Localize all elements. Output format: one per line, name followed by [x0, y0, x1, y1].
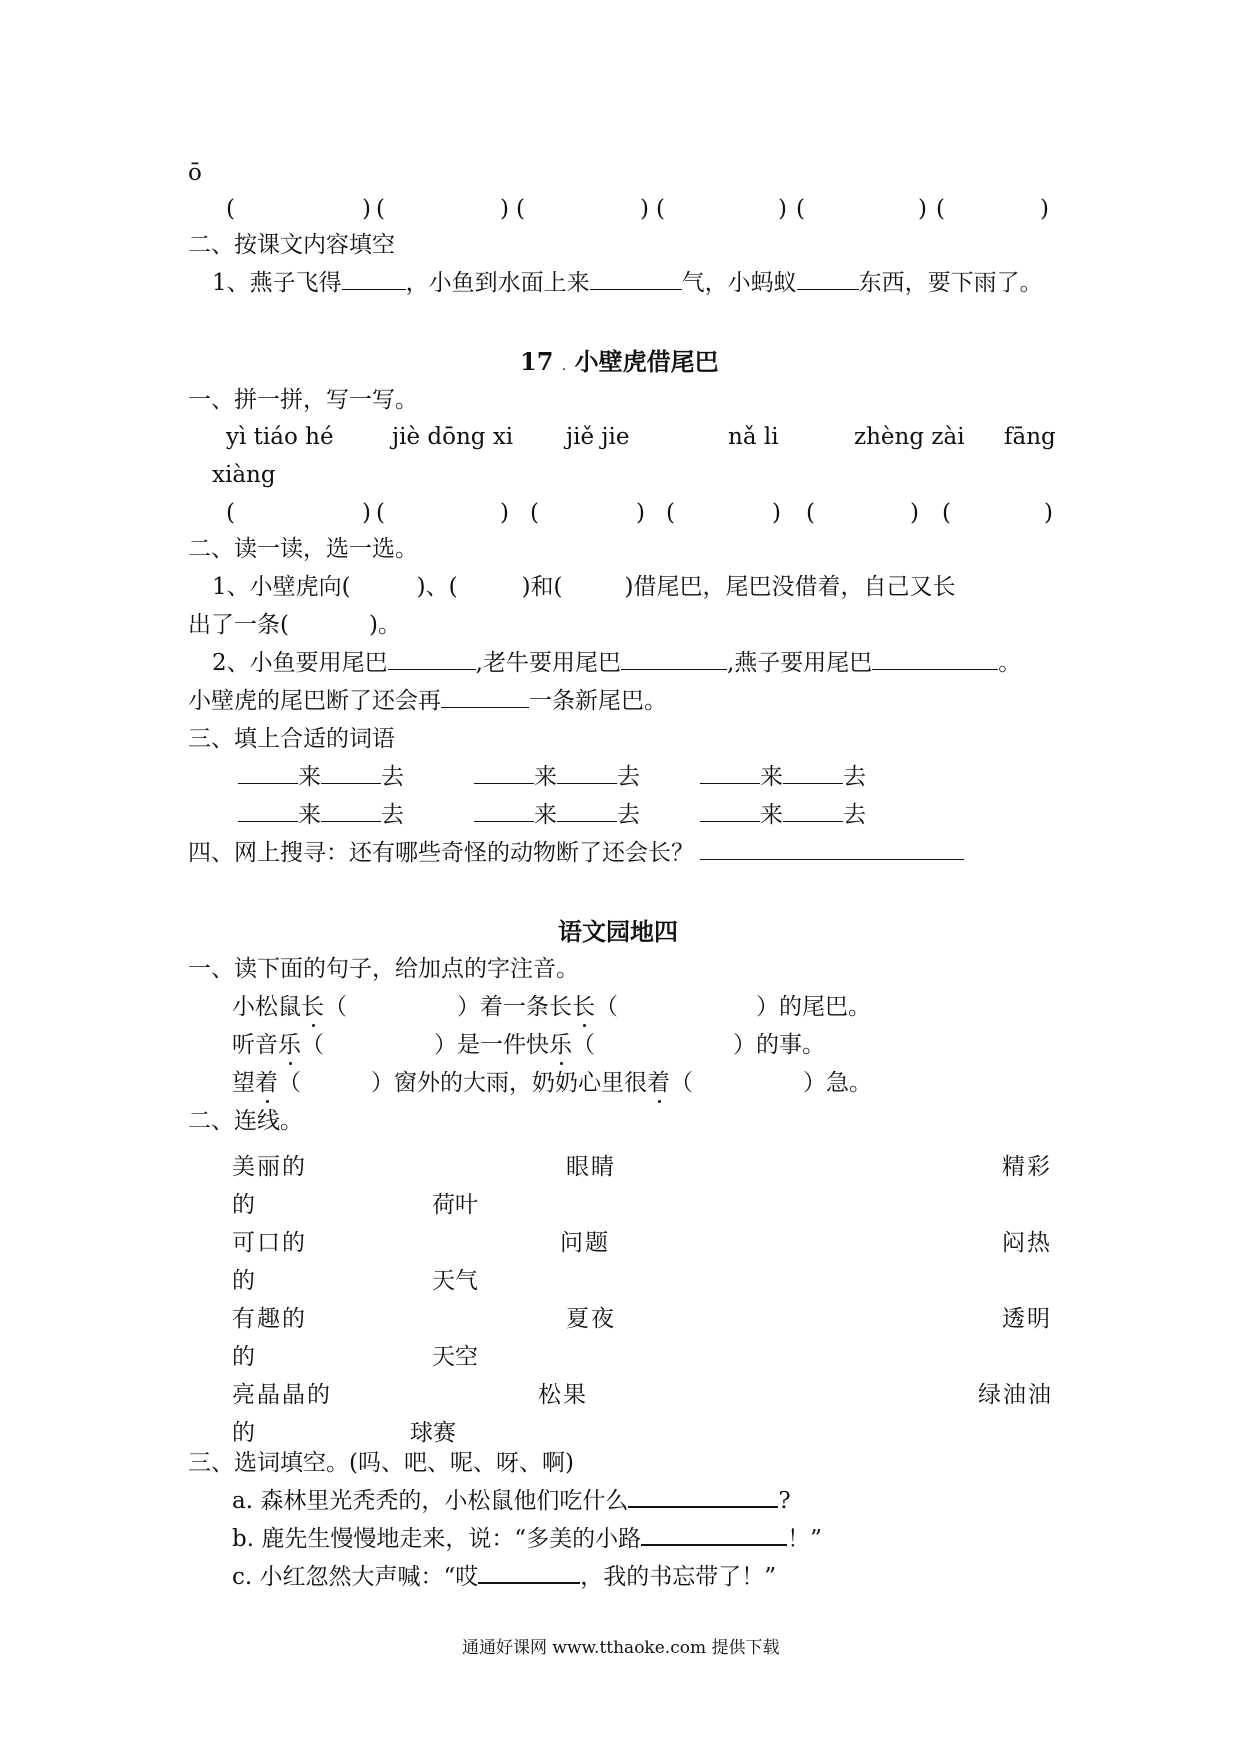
- pinyin-item: yì tiáo hé: [226, 424, 334, 450]
- question-text: ，小鱼到水面上来: [405, 270, 590, 296]
- question-text: （: [278, 1070, 301, 1096]
- word-lai: 来: [760, 764, 783, 790]
- paren-open: (: [936, 196, 945, 222]
- paren-close: ): [772, 500, 781, 526]
- word-fill-item: [700, 766, 866, 789]
- word-fill-item: [474, 804, 640, 827]
- question-text: （: [670, 1070, 693, 1096]
- question-text: ）急。: [803, 1070, 872, 1096]
- answer-blank[interactable]: [557, 820, 617, 822]
- question-text: ,燕子要用尾巴: [726, 650, 873, 676]
- section-heading: 一、读下面的句子，给加点的字注音。: [188, 956, 579, 982]
- section-heading-search: [188, 842, 964, 865]
- question-text: a. 森林里光秃秃的，小松鼠他们吃什么: [232, 1488, 629, 1514]
- lesson-title: [520, 347, 719, 376]
- question-text: ?: [778, 1488, 791, 1514]
- question-text: ）着一条长: [457, 994, 572, 1020]
- question-text: 小松鼠: [232, 994, 301, 1020]
- answer-parens-row-1: [0, 196, 1240, 226]
- choice-question-1-cont: [188, 614, 401, 637]
- answer-blank[interactable]: [557, 782, 617, 784]
- question-text: 出了一条(: [188, 612, 289, 638]
- lesson-number: 17: [520, 347, 554, 376]
- word-qu: 去: [617, 764, 640, 790]
- unit-title: 语文园地四: [558, 917, 678, 946]
- question-text: )、(: [416, 574, 458, 600]
- answer-blank[interactable]: [628, 1505, 778, 1508]
- dotted-char: 着: [255, 1070, 278, 1096]
- question-text: c. 小红忽然大声喊：“哎: [232, 1564, 479, 1590]
- answer-blank[interactable]: [342, 288, 406, 290]
- fill-question-1: [212, 272, 1043, 295]
- dotted-char: 着: [647, 1070, 670, 1096]
- lesson-dot: .: [561, 358, 567, 374]
- paren-close: ): [636, 500, 645, 526]
- question-text: 一条新尾巴。: [529, 688, 667, 714]
- section-heading: 三、选词填空。(吗、吧、呢、呀、啊): [188, 1450, 574, 1476]
- match-left[interactable]: 美丽的: [232, 1154, 307, 1180]
- question-text: 小壁虎的尾巴断了还会再: [188, 688, 441, 714]
- match-right[interactable]: 闷热: [1002, 1230, 1052, 1256]
- word-lai: 来: [534, 764, 557, 790]
- paren-close: ): [640, 196, 649, 222]
- paren-open: (: [530, 500, 539, 526]
- paren-close: ): [778, 196, 787, 222]
- dotted-char: 长: [572, 994, 595, 1020]
- answer-blank[interactable]: [388, 668, 476, 670]
- pinyin-item: jiè dōng xi: [392, 424, 514, 450]
- question-text: ）的尾巴。: [756, 994, 871, 1020]
- match-mid[interactable]: 眼睛: [566, 1154, 616, 1180]
- paren-close: ): [910, 500, 919, 526]
- paren-close: ): [1044, 500, 1053, 526]
- section-heading: 二、读一读，选一选。: [188, 536, 418, 562]
- word-qu: 去: [381, 802, 404, 828]
- answer-blank[interactable]: [700, 782, 760, 784]
- paren-close: ): [918, 196, 927, 222]
- paren-open: (: [666, 500, 675, 526]
- answer-blank[interactable]: [590, 288, 682, 290]
- pinyin-item: fāng: [1004, 424, 1056, 450]
- answer-blank[interactable]: [474, 782, 534, 784]
- match-right[interactable]: 绿油油: [978, 1382, 1053, 1408]
- match-right[interactable]: 透明: [1002, 1306, 1052, 1332]
- question-text: 气，小蚂蚁: [681, 270, 797, 296]
- match-right[interactable]: 精彩: [1002, 1154, 1052, 1180]
- question-text: （: [595, 994, 618, 1020]
- word-choice-b: [232, 1528, 822, 1551]
- word-choice-c: [232, 1566, 776, 1589]
- question-text: )和(: [521, 574, 563, 600]
- answer-blank[interactable]: [783, 782, 843, 784]
- pinyin-question-3: [232, 1072, 872, 1095]
- answer-blank[interactable]: [783, 820, 843, 822]
- answer-blank[interactable]: [474, 820, 534, 822]
- answer-blank[interactable]: [238, 820, 298, 822]
- question-text: 1、小壁虎向(: [212, 574, 351, 600]
- paren-close: ): [362, 196, 371, 222]
- answer-blank[interactable]: [700, 858, 964, 860]
- question-text: ，我的书忘带了！”: [580, 1564, 777, 1590]
- paren-open: (: [516, 196, 525, 222]
- match-noun[interactable]: 荷叶: [432, 1192, 478, 1218]
- paren-close: ): [362, 500, 371, 526]
- dotted-char: 长: [301, 994, 324, 1020]
- match-noun[interactable]: 球赛: [410, 1420, 456, 1446]
- answer-blank[interactable]: [797, 288, 859, 290]
- word-qu: 去: [617, 802, 640, 828]
- answer-blank[interactable]: [641, 1543, 787, 1546]
- question-text: ）的事。: [733, 1032, 825, 1058]
- top-fragment: ō: [188, 160, 202, 186]
- match-noun[interactable]: 天空: [432, 1344, 478, 1370]
- answer-blank[interactable]: [321, 820, 381, 822]
- question-text: 2、小鱼要用尾巴: [212, 650, 388, 676]
- question-text: 1、燕子飞得: [212, 270, 342, 296]
- paren-open: (: [942, 500, 951, 526]
- question-text: ,老牛要用尾巴: [475, 650, 621, 676]
- answer-blank[interactable]: [621, 668, 727, 670]
- question-text: （: [572, 1032, 595, 1058]
- word-fill-item: [474, 766, 640, 789]
- section-heading: 二、连线。: [188, 1108, 303, 1134]
- answer-parens-row-2: [0, 500, 1240, 530]
- word-lai: 来: [298, 764, 321, 790]
- answer-blank[interactable]: [321, 782, 381, 784]
- answer-blank[interactable]: [872, 668, 998, 670]
- match-mid[interactable]: 松果: [538, 1382, 588, 1408]
- paren-open: (: [656, 196, 665, 222]
- question-text: ）窗外的大雨，奶奶心里很: [371, 1070, 647, 1096]
- match-de: 的: [232, 1344, 255, 1370]
- question-text: )。: [368, 612, 401, 638]
- paren-close: ): [500, 500, 509, 526]
- question-text: （: [301, 1032, 324, 1058]
- choice-question-1: [212, 576, 956, 599]
- section-heading: 三、填上合适的词语: [188, 726, 395, 752]
- question-text: ！”: [787, 1526, 822, 1552]
- match-de: 的: [232, 1192, 255, 1218]
- question-text: 四、网上搜寻：还有哪些奇怪的动物断了还会长？: [188, 840, 694, 866]
- answer-blank[interactable]: [441, 706, 529, 708]
- answer-blank[interactable]: [478, 1581, 580, 1584]
- word-fill-item: [238, 804, 404, 827]
- match-de: 的: [232, 1268, 255, 1294]
- question-text: 。: [998, 650, 1022, 676]
- match-left[interactable]: 亮晶晶的: [232, 1382, 332, 1408]
- section-heading: 二、按课文内容填空: [188, 232, 395, 258]
- word-qu: 去: [843, 802, 866, 828]
- dotted-char: 乐: [278, 1032, 301, 1058]
- paren-open: (: [226, 196, 235, 222]
- paren-close: ): [1040, 196, 1049, 222]
- question-text: ）是一件快: [434, 1032, 549, 1058]
- paren-open: (: [796, 196, 805, 222]
- question-text: 听音: [232, 1032, 278, 1058]
- answer-blank[interactable]: [700, 820, 760, 822]
- paren-open: (: [376, 196, 385, 222]
- word-qu: 去: [381, 764, 404, 790]
- word-qu: 去: [843, 764, 866, 790]
- question-text: 望: [232, 1070, 255, 1096]
- match-de: 的: [232, 1420, 255, 1446]
- dotted-char: 乐: [549, 1032, 572, 1058]
- match-noun[interactable]: 天气: [432, 1268, 478, 1294]
- paren-open: (: [376, 500, 385, 526]
- answer-blank[interactable]: [238, 782, 298, 784]
- pinyin-item: jiě jie: [566, 424, 630, 450]
- pinyin-item: zhèng zài: [854, 424, 965, 450]
- question-text: （: [324, 994, 347, 1020]
- word-fill-item: [700, 804, 866, 827]
- question-text: )借尾巴，尾巴没借着，自己又长: [624, 574, 956, 600]
- paren-open: (: [226, 500, 235, 526]
- match-mid[interactable]: 夏夜: [566, 1306, 616, 1332]
- pinyin-item: xiàng: [212, 462, 276, 488]
- choice-question-2: [212, 652, 1021, 675]
- pinyin-item: nǎ li: [728, 424, 779, 450]
- footer-credit: 通通好课网 www.tthaoke.com 提供下载: [462, 1638, 780, 1658]
- word-lai: 来: [298, 802, 321, 828]
- paren-close: ): [500, 196, 509, 222]
- word-lai: 来: [534, 802, 557, 828]
- question-text: b. 鹿先生慢慢地走来，说：“多美的小路: [232, 1526, 642, 1552]
- paren-open: (: [806, 500, 815, 526]
- pinyin-question-2: [232, 1034, 825, 1057]
- pinyin-question-1: [232, 996, 871, 1019]
- lesson-name: 小壁虎借尾巴: [574, 347, 719, 376]
- match-left[interactable]: 可口的: [232, 1230, 307, 1256]
- word-choice-a: [232, 1490, 791, 1513]
- word-fill-item: [238, 766, 404, 789]
- match-left[interactable]: 有趣的: [232, 1306, 307, 1332]
- match-mid[interactable]: 问题: [560, 1230, 610, 1256]
- section-heading: 一、拼一拼，写一写。: [188, 387, 418, 413]
- choice-question-2-cont: [188, 690, 667, 713]
- question-text: 东西，要下雨了。: [858, 270, 1043, 296]
- word-lai: 来: [760, 802, 783, 828]
